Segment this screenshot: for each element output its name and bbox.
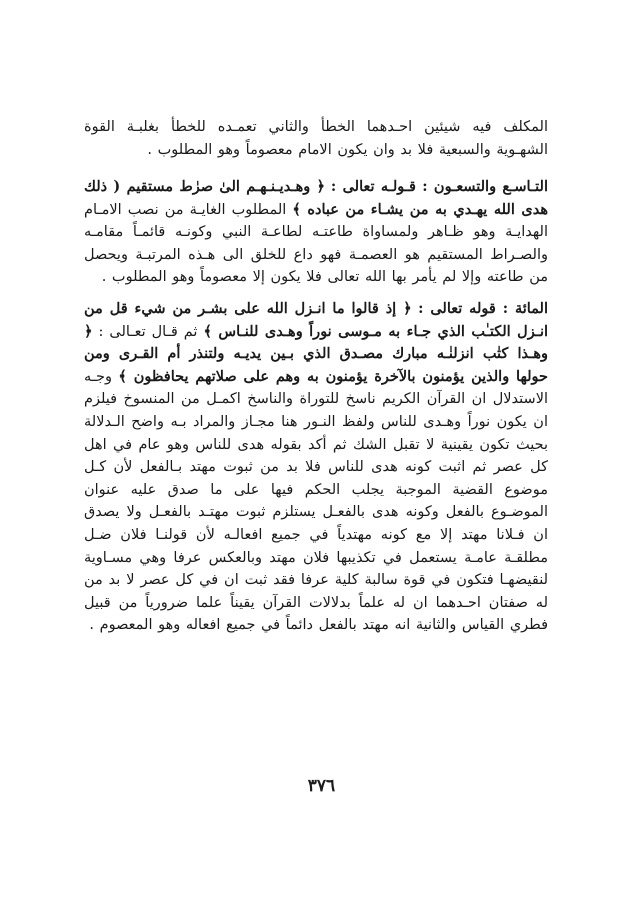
paragraph-2-verse: ﴿ وهـديـنـهـم الىٰ صرٰط مستقيم ( ذلك هدى الله يهـدي به من يشـاء من عباده ﴾ — [84, 178, 549, 218]
paragraph-3-text-1: ثم قـال تعـالى : — [98, 323, 198, 340]
paragraph-2 — [84, 176, 548, 289]
paragraph-1 — [84, 116, 548, 161]
paragraph-2-label: التـاسـع والتسعـون : قـولـه تعالى : — [330, 178, 548, 195]
paragraph-3-label: المائة : قوله تعالى : — [418, 300, 549, 317]
paragraph-1-text: المكلف فيه شيئين احـدهما الخطأ والثاني تعمـده للخطأ بغلبـة القوة الشهـوية والسبعية فلا بد وان يكون الامام معصوماً وهو المطلوب . — [84, 119, 548, 158]
paragraph-3-verse-2: ﴿ وهـذا كتٰب انزلنٰـه مبارك مصـدق الذي بـين يديـه ولتنذر أم القـرى ومن حولها والذين يؤمنون بالآخرة يؤمنون به وهم على صلاتهم يحافظون ﴾ — [84, 322, 549, 385]
paragraph-3 — [84, 298, 548, 637]
page-number: ٣٧٦ — [307, 776, 336, 796]
paragraph-2-text: المطلوب الغايـة من نصب الامـام الهدايـة وهو ظـاهر ولمساواة طاعتـه لطاعـة النبي وكونـه قائمـاً مقامـه والصـراط المستقيم هو العصمـة فهو داع للخلق الى هـذه المرتبـة ويحصل من طاعته وإلا لم يأمر بها الله تعالى فلا يكون إلا معصوماً وهو المطلوب . — [84, 201, 548, 286]
paragraph-3-verse: ﴿ إذ قالوا ما انـزل الله على بشـر من شيء قل من انـزل الكتـٰب الذي جـاء به مـوسى نوراً وهـدى للنـاس ﴾ — [84, 300, 549, 340]
paragraph-3-text-2: وجـه الاستدلال ان القرآن الكريم ناسخ للتوراة والناسخ اكمـل من المنسوخ فيلزم ان يكون نوراً وهـدى للناس ولفظ النـور هنا مجـاز والمراد بـه واضح الـدلالة بحيث تكون يقينية لا تقبل الشك ثم أكد بقوله هدى للناس وهو عام في اهل كل عصر ثم اثبت كونه هدى للناس فلا بد من ثبوت مهتد بـالفعل لأن كـل موضوع القضية الموجبة يجلب الحكم فيها على ما صدق عليه عنوان الموضـوع بالفعل وكونه هدى بالفعـل يستلزم ثبوت مهتـد بالفعـل ولا يصدق ان فـلانا مهتد إلا مع كونه مهتدياً في جميع افعالـه لأن قولنـا فلان ضـل مطلقـة عامـة يستعمل في تكذيبها فلان مهتد وبالعكس عرفا وهي مسـاوية لنقيضهـا فتكون في قوة سالبة كلية عرفا فقد ثبت ان في كل عصر لا بد من له صفتان احـدهما ان له علماً بدلالات القرآن يقيناً علما ضرورياً من قبيل فطري القياس والثانية انه مهتد بالفعل دائماً في جميع افعاله وهو المعصوم . — [84, 368, 548, 634]
